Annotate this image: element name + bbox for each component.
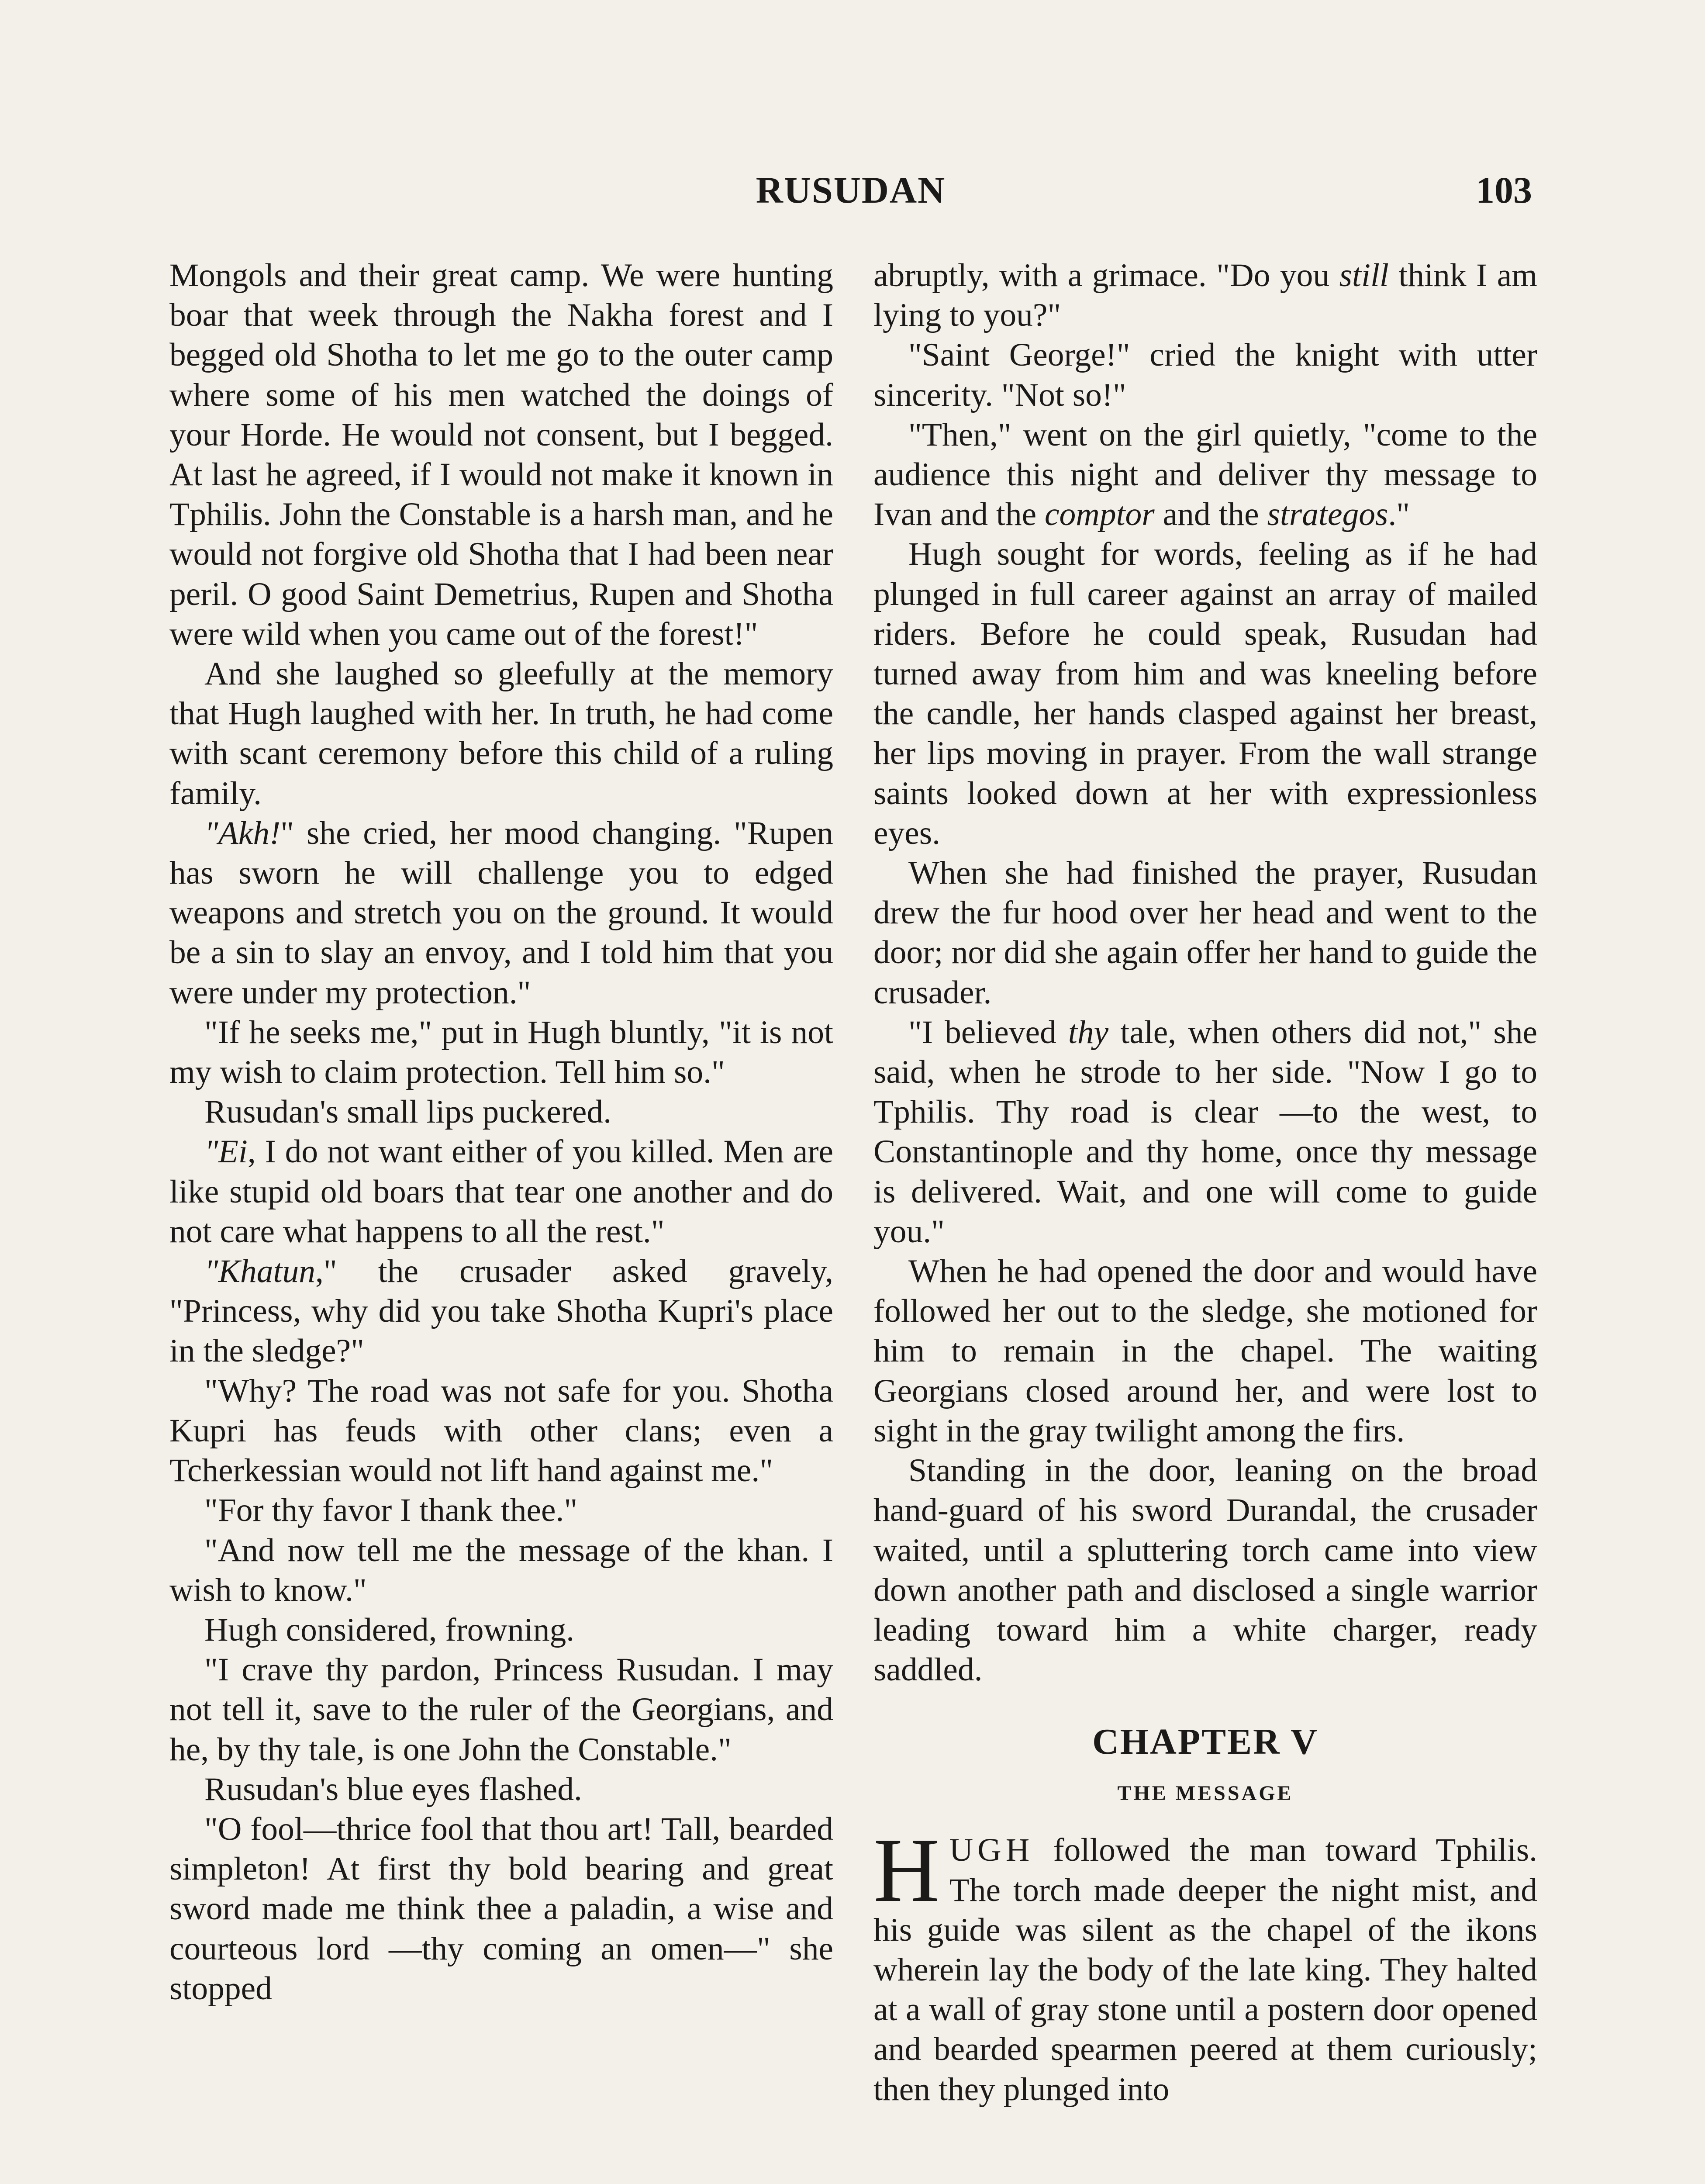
page-number: 103 bbox=[1476, 169, 1532, 211]
paragraph: Standing in the door, leaning on the broad hand-guard of his sword Durandal, the crusader waited, until a spluttering torch came into view down another path and disclosed a single warrior leading toward him a white charger, ready saddled. bbox=[873, 1452, 1537, 1688]
running-title: RUSUDAN bbox=[756, 169, 946, 211]
italic-word: thy bbox=[1068, 1014, 1109, 1051]
paragraph: "And now tell me the message of the khan. I wish to know." bbox=[169, 1532, 833, 1608]
lead-word: UGH bbox=[949, 1832, 1034, 1869]
italic-word: strategos bbox=[1267, 496, 1388, 533]
drop-cap: H bbox=[873, 1820, 940, 1921]
paragraph: Hugh considered, frowning. bbox=[204, 1611, 575, 1648]
paragraph: "I believed thy tale, when others did not," she said, when he strode to her side. "Now I go to Tphilis. Thy road is clear —to the west, to Constantinople and thy home, once thy message is delivered. Wait, and one will come to guide you." bbox=[873, 1014, 1537, 1250]
right-column bbox=[873, 256, 1537, 2109]
italic-word: "Akh! bbox=[204, 815, 281, 851]
paragraph: When he had opened the door and would have followed her out to the sledge, she motioned for him to remain in the chapel. The waiting Georgians closed around her, and were lost to sight in the gray twilight among the firs. bbox=[873, 1253, 1537, 1449]
paragraph: "Why? The road was not safe for you. Shotha Kupri has feuds with other clans; even a Tcherkessian would not lift hand against me." bbox=[169, 1372, 833, 1489]
paragraph: "For thy favor I thank thee." bbox=[204, 1492, 578, 1529]
paragraph: abruptly, with a grimace. "Do you still think I am lying to you?" bbox=[873, 257, 1537, 334]
paragraph: "O fool—thrice fool that thou art! Tall, bearded simpleton! At first thy bold bearing and great sword made me think thee a paladin, a wise and courteous lord —thy coming an omen—" she stopped bbox=[169, 1811, 833, 2007]
paragraph: "If he seeks me," put in Hugh bluntly, "it is not my wish to claim protection. Tell him so." bbox=[169, 1014, 833, 1091]
paragraph: "Ei, I do not want either of you killed. Men are like stupid old boars that tear one another and do not care what happens to all the rest." bbox=[169, 1133, 833, 1250]
chapter-opening-paragraph: HUGH followed the man toward Tphilis. The torch made deeper the night mist, and his guide was silent as the chapel of the ikons wherein lay the body of the late king. They halted at a wall of gray stone until a postern door opened and bearded spearmen peered at them curiously; then they plunged into bbox=[873, 1820, 1537, 2108]
paragraph: "Khatun," the crusader asked gravely, "Princess, why did you take Shotha Kupri's place in the sledge?" bbox=[169, 1253, 833, 1369]
paragraph: Rusudan's small lips puckered. bbox=[204, 1094, 612, 1130]
left-column bbox=[169, 256, 833, 2008]
paragraph: When she had finished the prayer, Rusudan drew the fur hood over her head and went to the door; nor did she again offer her hand to guide the crusader. bbox=[873, 855, 1537, 1011]
paragraph: "I crave thy pardon, Princess Rusudan. I may not tell it, save to the ruler of the Georgians, and he, by thy tale, is one John the Constable." bbox=[169, 1652, 833, 1768]
italic-word: still bbox=[1339, 257, 1389, 294]
italic-word: "Khatun bbox=[204, 1253, 316, 1290]
page-header bbox=[169, 168, 1532, 221]
italic-word: comptor bbox=[1045, 496, 1155, 533]
paragraph: "Then," went on the girl quietly, "come to the audience this night and deliver thy message to Ivan and the comptor and the strategos." bbox=[873, 416, 1537, 533]
paragraph: "Akh!" she cried, her mood changing. "Rupen has sworn he will challenge you to edged weapons and stretch you on the ground. It would be a sin to slay an envoy, and I told him that you were under my protection." bbox=[169, 815, 833, 1011]
paragraph: "Saint George!" cried the knight with utter sincerity. "Not so!" bbox=[873, 337, 1537, 413]
paragraph: Rusudan's blue eyes flashed. bbox=[204, 1771, 582, 1807]
paragraph: And she laughed so gleefully at the memory that Hugh laughed with her. In truth, he had come with scant ceremony before this child of a ruling family. bbox=[169, 656, 833, 812]
paragraph: Hugh sought for words, feeling as if he had plunged in full career against an array of mailed riders. Before he could speak, Rusudan had turned away from him and was kneeling before the candle, her hands clasped against her breast, her lips moving in prayer. From the wall strange saints looked down at her with expressionless eyes. bbox=[873, 536, 1537, 851]
chapter-subtitle: THE MESSAGE bbox=[1117, 1782, 1294, 1805]
paragraph: Mongols and their great camp. We were hunting boar that week through the Nakha forest and I begged old Shotha to let me go to the outer camp where some of his men watched the doings of your Horde. He would not consent, but I begged. At last he agreed, if I would not make it known in Tphilis. John the Constable is a harsh man, and he would not forgive old Shotha that I had been near peril. O good Saint Demetrius, Rupen and Shotha were wild when you came out of the forest!" bbox=[169, 257, 833, 652]
italic-word: "Ei bbox=[204, 1133, 248, 1170]
chapter-title: CHAPTER V bbox=[1092, 1721, 1318, 1762]
